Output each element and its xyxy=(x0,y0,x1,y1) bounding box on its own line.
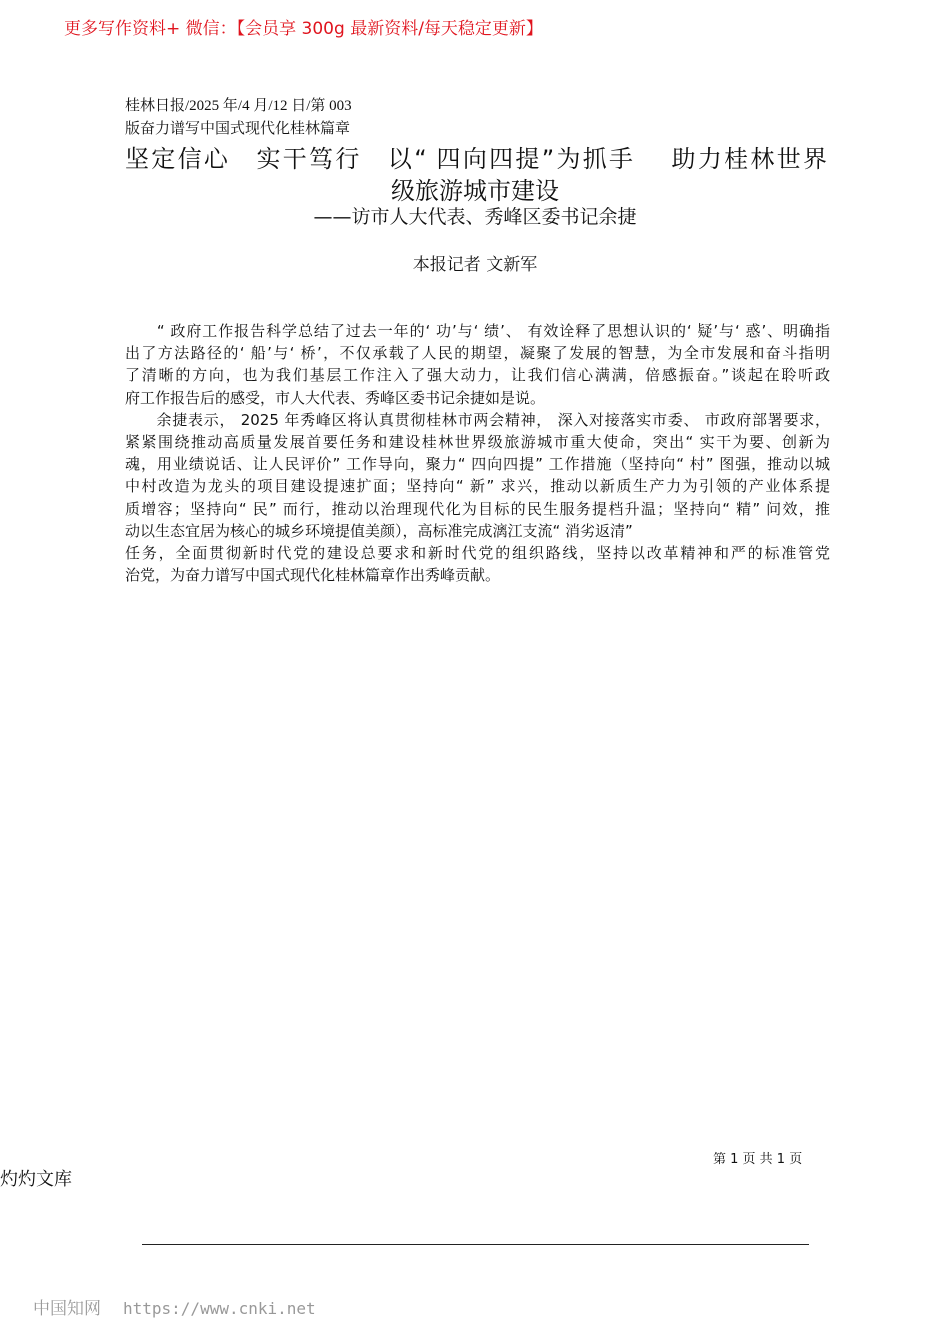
body-line: 出了方法路径的‘ 船’与‘ 桥’，不仅承载了人民的期望，凝聚了发展的智慧，为全市发展和奋斗指明 xyxy=(125,344,830,363)
watermark-url: https://www.cnki.net xyxy=(123,1299,316,1318)
promo-banner: 更多写作资料+ 微信：【会员享 300g 最新资料/每天稳定更新】 xyxy=(64,19,543,39)
byline: 本报记者 文新军 xyxy=(412,255,538,275)
article-title-line1: 坚定信心 实干笃行 以“ 四向四提”为抓手 助力桂林世界 xyxy=(125,145,827,173)
library-name: 灼灼文库 xyxy=(0,1169,72,1190)
article-subtitle: ——访市人大代表、秀峰区委书记余捷 xyxy=(313,206,637,228)
body-line: 了清晰的方向，也为我们基层工作注入了强大动力，让我们信心满满，倍感振奋。”谈起在聆听政 xyxy=(125,366,830,385)
body-line: 紧紧围绕推动高质量发展首要任务和建设桂林世界级旅游城市重大使命，突出“ 实干为要、创新为 xyxy=(125,432,830,451)
body-line: 动以生态宜居为核心的城乡环境提值美颜），高标准完成漓江支流“ 消劣返清” xyxy=(125,521,633,540)
body-line: 魂，用业绩说话、让人民评价” 工作导向，聚力“ 四向四提” 工作措施（坚持向“ 村” 图强，推动以城 xyxy=(125,455,830,474)
body-line: 余捷表示， 2025 年秀峰区将认真贯彻桂林市两会精神， 深入对接落实市委、 市政府部署要求， xyxy=(125,410,830,429)
body-line: 任务，全面贯彻新时代党的建设总要求和新时代党的组织路线，坚持以改革精神和严的标准管党 xyxy=(125,543,830,562)
watermark-name: 中国知网 xyxy=(33,1299,101,1319)
body-line: 质增容；坚持向“ 民” 而行，推动以治理现代化为目标的民生服务提档升温；坚持向“ 精” 问效，推 xyxy=(125,499,830,518)
body-line: 治党，为奋力谱写中国式现代化桂林篇章作出秀峰贡献。 xyxy=(125,566,501,585)
footer-divider xyxy=(142,1244,809,1245)
body-line: “ 政府工作报告科学总结了过去一年的‘ 功’与‘ 绩’、 有效诠释了思想认识的‘ 疑’与‘ 惑’、明确指 xyxy=(125,322,830,340)
article-body xyxy=(125,320,830,586)
body-line: 中村改造为龙头的项目建设提速扩面；坚持向“ 新” 求兴，推动以新质生产力为引领的产业体系提 xyxy=(125,477,830,496)
page-indicator: 第 1 页 共 1 页 xyxy=(713,1152,803,1167)
source-line: 桂林日报/2025 年/4 月/12 日/第 003 xyxy=(125,98,352,114)
article-title-line2: 级旅游城市建设 xyxy=(391,177,559,205)
cnki-watermark xyxy=(33,1294,316,1319)
body-line: 府工作报告后的感受，市人大代表、秀峰区委书记余捷如是说。 xyxy=(125,388,546,407)
column-name: 版奋力谱写中国式现代化桂林篇章 xyxy=(125,119,351,137)
